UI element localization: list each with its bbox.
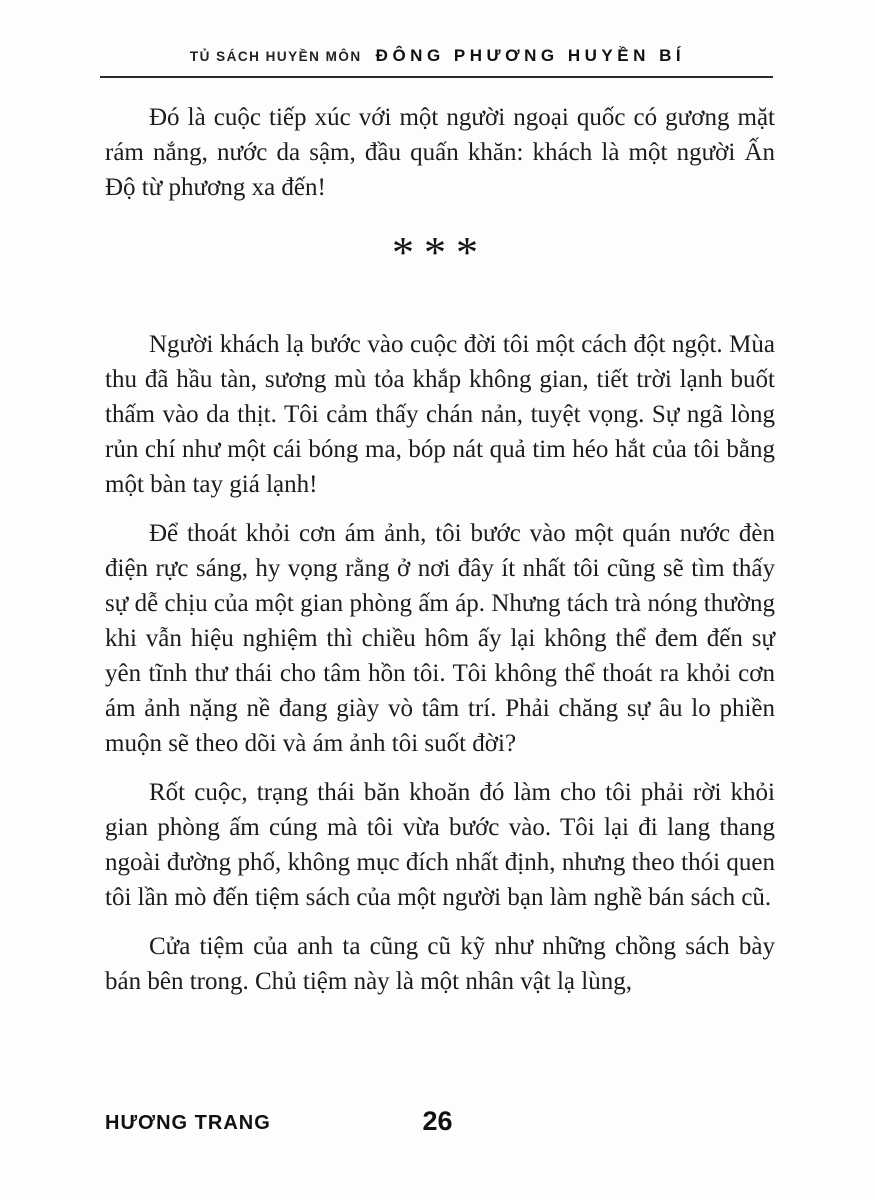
section-separator: *** xyxy=(392,228,488,277)
header-rule xyxy=(100,76,773,78)
page-footer xyxy=(0,1106,875,1146)
paragraph-4: Rốt cuộc, trạng thái băn khoăn đó làm cho tôi phải rời khỏi gian phòng ấm cúng mà tôi vừa bước vào. Tôi lại đi lang thang ngoài đường phố, không mục đích nhất định, nhưng theo thói quen tôi lần mò đến tiệm sách của một người bạn làm nghề bán sách cũ. xyxy=(105,779,775,911)
page-header xyxy=(0,46,875,66)
paragraph-1: Đó là cuộc tiếp xúc với một người ngoại quốc có gương mặt rám nắng, nước da sậm, đầu quấn khăn: khách là một người Ấn Độ từ phương xa đến! xyxy=(105,104,775,201)
page-number: 26 xyxy=(422,1106,453,1136)
book-title: ĐÔNG PHƯƠNG HUYỀN BÍ xyxy=(375,46,686,65)
series-title: TỦ SÁCH HUYỀN MÔN xyxy=(189,49,362,64)
paragraph-3: Để thoát khỏi cơn ám ảnh, tôi bước vào một quán nước đèn điện rực sáng, hy vọng rằng ở nơi đây ít nhất tôi cũng sẽ tìm thấy sự dễ chịu của một gian phòng ấm áp. Nhưng tách trà nóng thường khi vẫn hiệu nghiệm thì chiều hôm ấy lại không thể đem đến sự yên tĩnh thư thái cho tâm hồn tôi. Tôi không thể thoát ra khỏi cơn ám ảnh nặng nề đang giày vò tâm trí. Phải chăng sự âu lo phiền muộn sẽ theo dõi và ám ảnh tôi suốt đời? xyxy=(105,520,775,757)
paragraph-5: Cửa tiệm của anh ta cũng cũ kỹ như những chồng sách bày bán bên trong. Chủ tiệm này là một nhân vật lạ lùng, xyxy=(105,933,775,995)
publisher-name: HƯƠNG TRANG xyxy=(105,1112,271,1134)
page-body xyxy=(105,100,775,1013)
paragraph-2: Người khách lạ bước vào cuộc đời tôi một cách đột ngột. Mùa thu đã hầu tàn, sương mù tỏa khắp không gian, tiết trời lạnh buốt thấm vào da thịt. Tôi cảm thấy chán nản, tuyệt vọng. Sự ngã lòng rủn chí như một cái bóng ma, bóp nát quả tim héo hắt của tôi bằng một bàn tay giá lạnh! xyxy=(105,331,775,498)
